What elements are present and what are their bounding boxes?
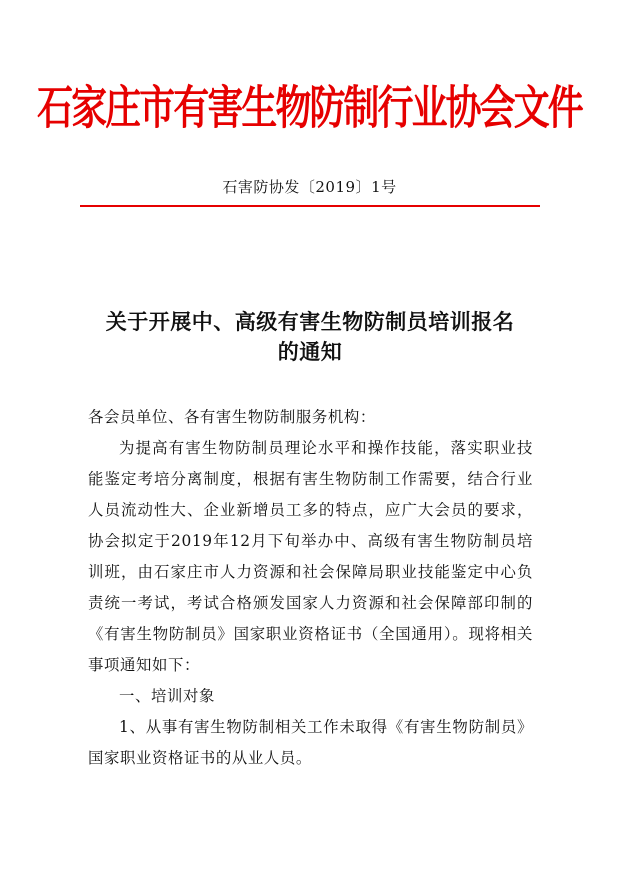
notice-title-line-2: 的通知 (277, 340, 343, 364)
section-item-1: 1、从事有害生物防制相关工作未取得《有害生物防制员》国家职业资格证书的从业人员。 (88, 718, 533, 767)
red-divider-line (80, 205, 540, 207)
notice-title-line-1: 关于开展中、高级有害生物防制员培训报名 (105, 310, 515, 334)
body-paragraph-1: 为提高有害生物防制员理论水平和操作技能，落实职业技能鉴定考培分离制度，根据有害生物防制工作需要，结合行业人员流动性大、企业新增员工多的特点，应广大会员的要求，协会拟定于2019年12月下旬举办中、高级有害生物防制员培训班，由石家庄市人力资源和社会保障局职业技能鉴定中心负责统一考试，考试合格颁发国家人力资源和社会保障部印制的《有害生物防制员》国家职业资格证书（全国通用）。现将相关事项通知如下： (88, 439, 533, 674)
document-body (88, 402, 533, 774)
organization-header-title: 石家庄市有害生物防制行业协会文件 (37, 80, 582, 136)
section-heading-training-target: 一、培训对象 (119, 687, 215, 705)
document-number: 石害防协发〔2019〕1号 (222, 178, 397, 196)
salutation: 各会员单位、各有害生物防制服务机构： (88, 408, 376, 426)
notice-title (70, 307, 550, 367)
